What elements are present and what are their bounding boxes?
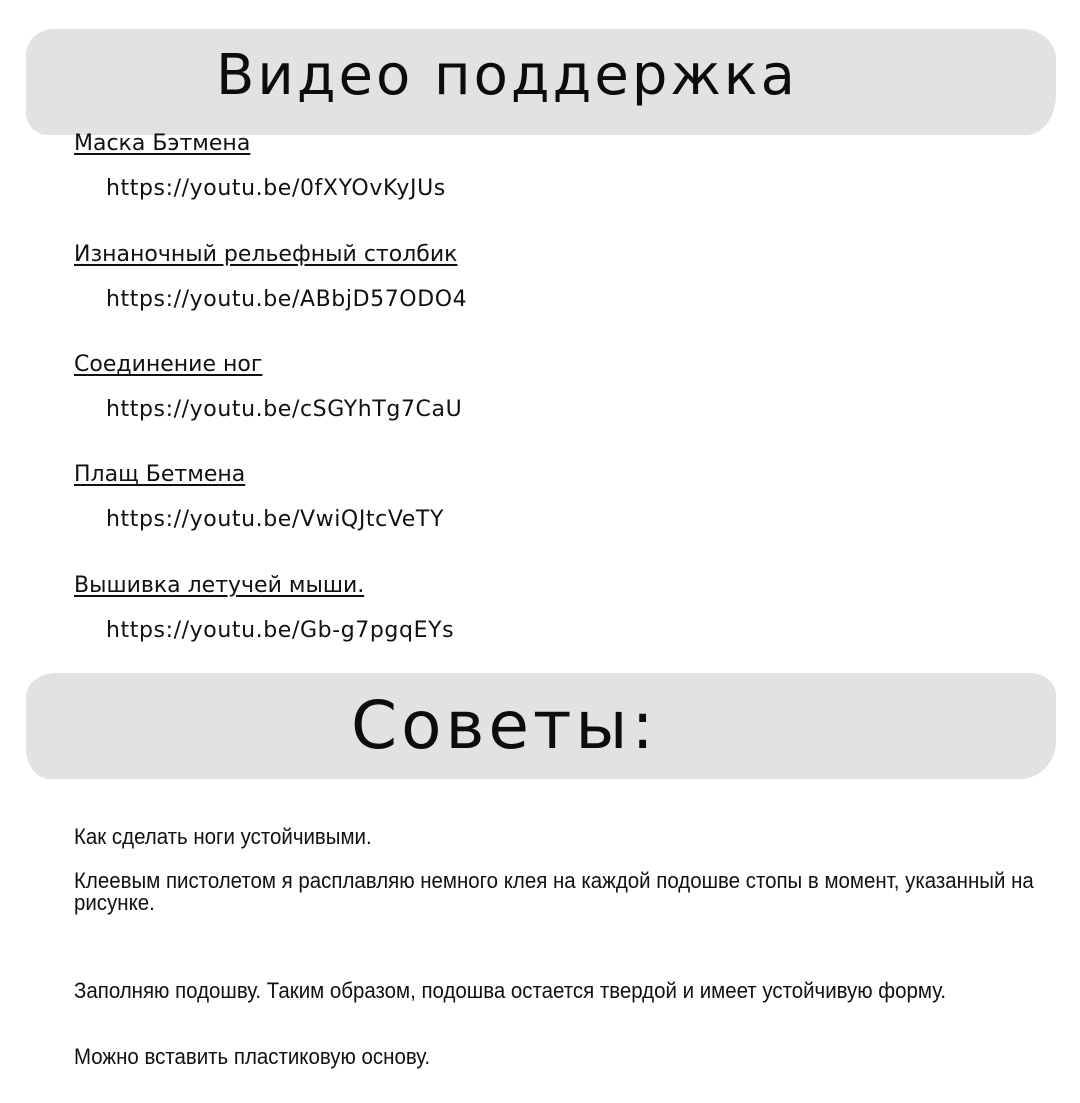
- video-title: Соединение ног: [74, 352, 263, 377]
- tips-banner: [26, 673, 1056, 779]
- video-link[interactable]: https://youtu.be/VwiQJtcVeTY: [106, 507, 444, 532]
- video-title: Изнаночный рельефный столбик: [74, 242, 458, 267]
- tips-title: Советы:: [351, 687, 658, 764]
- video-title: Вышивка летучей мыши.: [74, 573, 365, 598]
- video-item-bat-embroidery: [74, 573, 454, 643]
- tip-text: Клеевым пистолетом я расплавляю немного клея на каждой подошве стопы в момент, указанный на рисунке.: [74, 868, 1034, 915]
- video-support-banner: [26, 29, 1056, 135]
- video-link[interactable]: https://youtu.be/Gb-g7pgqEYs: [106, 618, 455, 643]
- tip-text: Можно вставить пластиковую основу.: [74, 1044, 431, 1069]
- video-title: Плащ Бетмена: [74, 462, 246, 487]
- video-item-batman-mask: [74, 131, 446, 201]
- video-item-batman-cape: [74, 462, 444, 532]
- video-support-title: Видео поддержка: [216, 43, 798, 108]
- video-link[interactable]: https://youtu.be/0fXYOvKyJUs: [106, 176, 446, 201]
- video-title: Маска Бэтмена: [74, 131, 251, 156]
- video-item-legs-joining: [74, 352, 462, 422]
- video-item-relief-stitch: [74, 242, 467, 312]
- tip-text: Заполняю подошву. Таким образом, подошва остается твердой и имеет устойчивую форму.: [74, 978, 947, 1003]
- tip-text: Как сделать ноги устойчивыми.: [74, 824, 372, 849]
- video-link[interactable]: https://youtu.be/ABbjD57ODO4: [106, 287, 468, 312]
- video-link[interactable]: https://youtu.be/cSGYhTg7CaU: [106, 397, 463, 422]
- tips-list: [74, 826, 1044, 1068]
